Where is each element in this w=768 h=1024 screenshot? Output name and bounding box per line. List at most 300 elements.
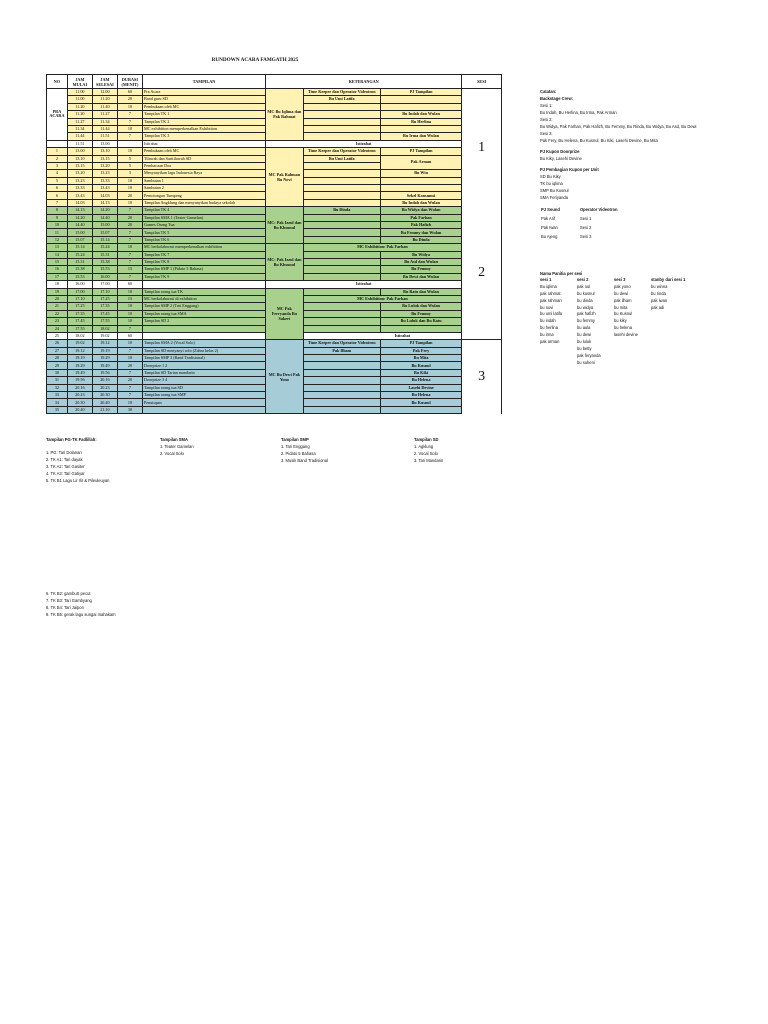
row-no: 26 bbox=[47, 340, 68, 347]
keterangan-left: Bu Umi Latifa bbox=[303, 96, 380, 103]
panitia-row bbox=[540, 284, 699, 291]
jam-mulai: 17.25 bbox=[67, 303, 92, 310]
jam-selesai: 19.29 bbox=[92, 355, 117, 362]
panitia-name: pak rahman bbox=[540, 297, 562, 303]
tampilan: Pembukaan oleh MC bbox=[142, 148, 265, 155]
tk-item: 5. TK B1 Lagu Lir Ilir & Pileuleuyan bbox=[46, 477, 110, 483]
jam-mulai: 15.07 bbox=[67, 236, 92, 243]
panitia-name bbox=[540, 360, 577, 367]
row-no: 13 bbox=[47, 244, 68, 251]
durasi: 7 bbox=[117, 111, 142, 118]
jam-mulai: 19.19 bbox=[67, 355, 92, 362]
row-no bbox=[47, 140, 68, 147]
durasi: 60 bbox=[117, 89, 142, 96]
row-no: 7 bbox=[47, 199, 68, 206]
keterangan-left bbox=[303, 325, 380, 332]
jam-mulai: 13.43 bbox=[67, 192, 92, 199]
tk-item: 2. TK A1: Tari dayak bbox=[46, 456, 83, 462]
panitia-row bbox=[540, 346, 699, 353]
jam-mulai: 20.30 bbox=[67, 399, 92, 406]
jam-mulai: 14.03 bbox=[67, 199, 92, 206]
sma-title: Tampilan SMA bbox=[160, 437, 188, 442]
table-row bbox=[47, 89, 502, 96]
durasi: 10 bbox=[117, 310, 142, 317]
keterangan-left bbox=[303, 133, 380, 140]
header-durasi: DURASI (MENIT) bbox=[117, 75, 142, 89]
tampilan: Pemotongan Tumpeng bbox=[142, 192, 265, 199]
keterangan-right bbox=[380, 185, 461, 192]
keterangan-right bbox=[380, 406, 461, 413]
keterangan-right: Lasehi Devine bbox=[380, 384, 461, 391]
tampilan: MC berkolaborasi di exhibition bbox=[142, 295, 265, 302]
durasi: 10 bbox=[117, 125, 142, 132]
row-no: 16 bbox=[47, 266, 68, 273]
durasi: 7 bbox=[117, 369, 142, 376]
jam-mulai: 15.38 bbox=[67, 266, 92, 273]
keterangan-left: Bu Dinda bbox=[303, 207, 380, 214]
keterangan-left bbox=[303, 118, 380, 125]
durasi: 7 bbox=[117, 273, 142, 280]
keterangan-left bbox=[303, 369, 380, 376]
panitia-name: pak adi bbox=[651, 304, 665, 310]
panitia-row bbox=[540, 339, 699, 346]
tampilan: Doorprize 1 2 bbox=[142, 362, 265, 369]
row-no: 11 bbox=[47, 229, 68, 236]
panitia-name: bu rinda bbox=[651, 290, 666, 296]
durasi: 7 bbox=[117, 118, 142, 125]
sd-item: 2. Vocal Solo bbox=[414, 450, 438, 456]
header-tampilan: TAMPILAN bbox=[142, 75, 265, 89]
row-no: 27 bbox=[47, 347, 68, 354]
panitia-title: Nama Panitia per sesi bbox=[540, 271, 583, 276]
header-no: NO bbox=[47, 75, 68, 89]
keterangan-left bbox=[303, 318, 380, 325]
jam-selesai: 20.30 bbox=[92, 392, 117, 399]
tampilan: Tampilan SMA 1 (Teater Gamelan) bbox=[142, 214, 265, 221]
panitia-name bbox=[614, 360, 651, 367]
jam-mulai: 15.00 bbox=[67, 229, 92, 236]
mc-host: MC: Pak Izzul dan Bu Khusnul bbox=[266, 244, 304, 281]
jam-mulai: 11.34 bbox=[67, 125, 92, 132]
panitia-name bbox=[651, 311, 699, 318]
jam-selesai: 11.20 bbox=[92, 96, 117, 103]
keterangan-left bbox=[303, 125, 380, 132]
mc-host: MC Pak Ferryanda Bu Sakeri bbox=[266, 288, 304, 340]
jam-mulai: 15.31 bbox=[67, 258, 92, 265]
durasi: 7 bbox=[117, 347, 142, 354]
jam-selesai: 11.40 bbox=[92, 103, 117, 110]
row-no: 33 bbox=[47, 392, 68, 399]
panitia-name bbox=[614, 353, 651, 360]
panitia-name bbox=[614, 339, 651, 346]
keterangan-right: Bu Luluk dan Wulan bbox=[380, 303, 461, 310]
panitia-name: bu novi bbox=[540, 304, 554, 310]
row-no: 21 bbox=[47, 303, 68, 310]
jam-mulai: 19.12 bbox=[67, 347, 92, 354]
sesi3-label: Sesi 3: bbox=[540, 131, 553, 136]
tampilan: Tilawah dan Saritilawah SD bbox=[142, 155, 265, 162]
tk-item: 9. TK B5: gerak lagu sungai mahakam bbox=[46, 611, 116, 617]
panitia-header: sesi 1 bbox=[540, 277, 552, 282]
keterangan-right: Bu Irma dan Wulan bbox=[380, 133, 461, 140]
table-row bbox=[47, 340, 502, 347]
durasi: 7 bbox=[117, 133, 142, 140]
tk-list-2 bbox=[46, 591, 116, 619]
panitia-name bbox=[614, 346, 651, 353]
panitia-row bbox=[540, 311, 699, 318]
sound-name: Pak Iwan bbox=[541, 225, 558, 230]
jam-selesai: 19.19 bbox=[92, 347, 117, 354]
keterangan-right: Bu Kusnul bbox=[380, 362, 461, 369]
keterangan-right: Bu Widya bbox=[380, 251, 461, 258]
keterangan-right: Pak Arman bbox=[380, 155, 461, 170]
mc-host: MC Bu Dewi Pak Yono bbox=[266, 340, 304, 414]
panitia-header: sesi 2 bbox=[577, 277, 589, 282]
keterangan-right: Bu Widya dan Wulan bbox=[380, 207, 461, 214]
header-jam-mulai: JAM MULAI bbox=[67, 75, 92, 89]
keterangan-right: Pak Farhan bbox=[380, 214, 461, 221]
panitia-name bbox=[651, 332, 699, 339]
durasi: 20 bbox=[117, 362, 142, 369]
panitia-name: bu dinda bbox=[577, 297, 593, 303]
jam-selesai: 13.23 bbox=[92, 170, 117, 177]
row-no: 34 bbox=[47, 399, 68, 406]
header-keterangan: KETERANGAN bbox=[266, 75, 462, 89]
tampilan: Tampilan orang tua SD bbox=[142, 384, 265, 391]
row-no: 8 bbox=[47, 207, 68, 214]
durasi: 10 bbox=[117, 355, 142, 362]
tampilan: Tampilan SD 2 bbox=[142, 318, 265, 325]
panitia-name bbox=[651, 353, 699, 360]
durasi: 5 bbox=[117, 155, 142, 162]
panitia-name: pak arman bbox=[540, 339, 560, 345]
tampilan: Tampilan TK 9 bbox=[142, 273, 265, 280]
sd-item: 3. Tari Mandarin bbox=[414, 457, 444, 463]
durasi: 10 bbox=[117, 177, 142, 184]
table-row bbox=[47, 288, 502, 295]
jam-selesai: 14.13 bbox=[92, 199, 117, 206]
tampilan: Tampilan SMA 2 (Vocal Solo) bbox=[142, 340, 265, 347]
row-no: 23 bbox=[47, 318, 68, 325]
pembagian-item: SMP Bu Kusnul bbox=[540, 188, 569, 193]
tampilan: Tampilan TK 3 bbox=[142, 133, 265, 140]
row-no: 29 bbox=[47, 362, 68, 369]
notes-panel bbox=[540, 88, 760, 241]
pembagian-item: SMA Feriyanda bbox=[540, 195, 568, 200]
keterangan-left bbox=[303, 362, 380, 369]
row-no: 3 bbox=[47, 162, 68, 169]
jam-mulai: 11.44 bbox=[67, 133, 92, 140]
tampilan: Band guru SD bbox=[142, 96, 265, 103]
tk-item: 6. TK B2: gambuS pecut bbox=[46, 591, 91, 596]
pembagian-item: SD Bu Kiky bbox=[540, 174, 561, 179]
jam-selesai: 15.24 bbox=[92, 244, 117, 251]
row-no: 17 bbox=[47, 273, 68, 280]
row-no: 22 bbox=[47, 310, 68, 317]
jam-mulai: 11.51 bbox=[67, 140, 92, 147]
jam-selesai: 20.40 bbox=[92, 399, 117, 406]
tampilan: Games Orang Tua bbox=[142, 222, 265, 229]
jam-mulai: 17.45 bbox=[67, 318, 92, 325]
keterangan-right: Bu Kiki bbox=[380, 369, 461, 376]
jam-mulai: 15.53 bbox=[67, 273, 92, 280]
smp-item: 2. Pidato 5 Bahasa bbox=[281, 450, 316, 456]
table-row bbox=[47, 281, 502, 288]
smp-item: 3. Musik Band Tradisional bbox=[281, 457, 328, 463]
keterangan-right bbox=[380, 325, 461, 332]
mc-host: MC Bu Iqlima dan Pak Rahmat bbox=[266, 89, 304, 141]
sd-list bbox=[414, 437, 443, 465]
jam-selesai: 13.33 bbox=[92, 177, 117, 184]
jam-selesai: 11.34 bbox=[92, 118, 117, 125]
table-row bbox=[47, 148, 502, 155]
keterangan-left bbox=[303, 192, 380, 199]
panitia-name: pak yono bbox=[614, 283, 631, 289]
sesi-number: 3 bbox=[462, 340, 502, 414]
jam-selesai: 14.03 bbox=[92, 192, 117, 199]
panitia-name: bu kusnul bbox=[577, 290, 595, 296]
jam-selesai: 19.12 bbox=[92, 340, 117, 347]
panitia-name: bu suheni bbox=[577, 359, 595, 365]
panitia-name: bu umi latifa bbox=[540, 311, 563, 317]
row-no: 18 bbox=[47, 281, 68, 288]
panitia-name: bu mita bbox=[614, 304, 628, 310]
table-row bbox=[47, 207, 502, 214]
jam-selesai: 15.07 bbox=[92, 229, 117, 236]
durasi: 10 bbox=[117, 148, 142, 155]
sd-title: Tampilan SD bbox=[414, 437, 439, 442]
tampilan: Tampilan TK 7 bbox=[142, 251, 265, 258]
notes-title: Catatan: bbox=[540, 89, 557, 94]
jam-selesai: 18.02 bbox=[92, 325, 117, 332]
keterangan-left bbox=[303, 214, 380, 221]
durasi: 7 bbox=[117, 207, 142, 214]
panitia-header: stanby dari sesi 1 bbox=[651, 277, 686, 282]
jam-mulai: 18.02 bbox=[67, 332, 92, 339]
panitia-name: pak rahmat bbox=[540, 290, 561, 296]
sesi-number: 2 bbox=[462, 207, 502, 340]
panitia-row bbox=[540, 305, 699, 312]
jam-selesai: 13.10 bbox=[92, 148, 117, 155]
row-no: 35 bbox=[47, 406, 68, 413]
mc-host: MC Pak Rahman Bu Novi bbox=[266, 148, 304, 207]
tampilan: Tampilan TK 8 bbox=[142, 258, 265, 265]
jam-mulai: 11.20 bbox=[67, 111, 92, 118]
tampilan: Tampilan orang tua TK bbox=[142, 288, 265, 295]
keterangan-right: PJ Tampilan bbox=[380, 89, 461, 96]
keterangan-right bbox=[380, 103, 461, 110]
break-label: Istirahat bbox=[303, 332, 501, 339]
keterangan-left bbox=[303, 251, 380, 258]
row-no: 9 bbox=[47, 214, 68, 221]
panitia-name: lasehi devine bbox=[614, 332, 638, 338]
tampilan: Penutupan bbox=[142, 399, 265, 406]
durasi: 7 bbox=[117, 236, 142, 243]
durasi: 3 bbox=[117, 170, 142, 177]
tampilan: Pembacaan Doa bbox=[142, 162, 265, 169]
keterangan-right: Bu Dinda bbox=[380, 236, 461, 243]
keterangan-left bbox=[303, 258, 380, 265]
jam-mulai: 13.10 bbox=[67, 155, 92, 162]
row-no: 6 bbox=[47, 192, 68, 199]
panitia-panel bbox=[540, 270, 699, 367]
jam-selesai: 19.56 bbox=[92, 369, 117, 376]
durasi: 10 bbox=[117, 318, 142, 325]
jam-selesai: 13.20 bbox=[92, 162, 117, 169]
jam-mulai: 13.23 bbox=[67, 177, 92, 184]
keterangan-right: Bu Herlina bbox=[380, 118, 461, 125]
keterangan-left bbox=[303, 162, 380, 169]
keterangan-right: Bu Mita bbox=[380, 355, 461, 362]
break-label: Istirahat bbox=[266, 140, 462, 147]
tampilan: Tampilan TK 4 bbox=[142, 207, 265, 214]
keterangan-right: Bu Win bbox=[380, 170, 461, 177]
keterangan-right: Bu Femmy bbox=[380, 266, 461, 273]
keterangan: MC Exhibition: Pak Farhan bbox=[303, 244, 462, 251]
panitia-name: bu dewi bbox=[614, 290, 629, 296]
row-no: 25 bbox=[47, 332, 68, 339]
jam-mulai: 20.40 bbox=[67, 406, 92, 413]
panitia-row bbox=[540, 325, 699, 332]
jam-selesai: 17.00 bbox=[92, 281, 117, 288]
panitia-name: pak hafizh bbox=[577, 311, 596, 317]
tampilan bbox=[142, 281, 265, 288]
jam-mulai: 14.13 bbox=[67, 207, 92, 214]
tk-item: 3. TK A2: Tari Gasiter bbox=[46, 463, 85, 469]
jam-mulai: 15.24 bbox=[67, 251, 92, 258]
tampilan: Tampilan SD menyanyi solo (Zahra kelas 2) bbox=[142, 347, 265, 354]
tampilan: Istirahat bbox=[142, 140, 265, 147]
jam-selesai: 20.16 bbox=[92, 377, 117, 384]
tk-item: 4. TK A3: Tari Gatiyar bbox=[46, 470, 85, 476]
durasi: 10 bbox=[117, 244, 142, 251]
durasi: 15 bbox=[117, 295, 142, 302]
panitia-name: bu kiky bbox=[614, 318, 627, 324]
keterangan-left bbox=[303, 310, 380, 317]
keterangan-left bbox=[303, 406, 380, 413]
keterangan-left: Time Keeper dan Operator Videotron bbox=[303, 340, 380, 347]
tampilan: Menyanyikan lagu Indonesia Raya bbox=[142, 170, 265, 177]
jam-selesai: 15.38 bbox=[92, 258, 117, 265]
jam-selesai: 20.23 bbox=[92, 384, 117, 391]
tk-item: 8. TK B4: Tari Jaipon bbox=[46, 604, 84, 610]
jam-mulai: 11.20 bbox=[67, 103, 92, 110]
sound-sesi: Sesi 2 bbox=[580, 225, 592, 230]
row-no: 31 bbox=[47, 377, 68, 384]
keterangan-right: Bu Kusnul bbox=[380, 399, 461, 406]
jam-mulai: 19.02 bbox=[67, 340, 92, 347]
panitia-name bbox=[651, 346, 699, 353]
keterangan-left bbox=[303, 236, 380, 243]
keterangan: MC Exhibition: Pak Farhan bbox=[303, 295, 462, 302]
panitia-name: bu herlina bbox=[540, 325, 558, 331]
durasi bbox=[117, 140, 142, 147]
keterangan-right: Bu Helena bbox=[380, 377, 461, 384]
panitia-row bbox=[540, 298, 699, 305]
durasi: 20 bbox=[117, 214, 142, 221]
sesi2-crew: Bu Widya, Pak Farhan, Pak Hafizh, Bu Femmy, Bu Rinda, Bu Widya, Bu Asd, Bu Dewi bbox=[540, 124, 697, 129]
keterangan-left bbox=[303, 111, 380, 118]
jam-selesai: 11.51 bbox=[92, 133, 117, 140]
jam-mulai: 13.00 bbox=[67, 148, 92, 155]
panitia-name: bu dewi bbox=[577, 332, 592, 338]
keterangan-right: Bu Indah dan Wulan bbox=[380, 199, 461, 206]
jam-mulai: 11.27 bbox=[67, 118, 92, 125]
keterangan-left bbox=[303, 199, 380, 206]
keterangan-left bbox=[303, 392, 380, 399]
keterangan-left: Time Keeper dan Operator Videotron bbox=[303, 89, 380, 96]
keterangan-right: Bu Femmy dan Wulan bbox=[380, 229, 461, 236]
row-no: 2 bbox=[47, 155, 68, 162]
jam-selesai: 17.25 bbox=[92, 295, 117, 302]
keterangan-right: Pak Fery bbox=[380, 347, 461, 354]
kupon-names: Bu Kiky, Lasehi Devine bbox=[540, 156, 582, 161]
row-no: 14 bbox=[47, 251, 68, 258]
durasi: 10 bbox=[117, 340, 142, 347]
jam-mulai: 19.29 bbox=[67, 362, 92, 369]
videotron-title: Operator Videotron bbox=[580, 207, 618, 212]
panitia-name: pak oul bbox=[577, 283, 591, 289]
keterangan-right: PJ Tampilan bbox=[380, 148, 461, 155]
panitia-name bbox=[651, 318, 699, 325]
tampilan: Tampilan orang tua SMP bbox=[142, 392, 265, 399]
jam-selesai: 12.00 bbox=[92, 89, 117, 96]
panitia-name: bu Kusnul bbox=[614, 311, 633, 317]
panitia-name: bu aula bbox=[577, 325, 591, 331]
panitia-name: bu femmy bbox=[577, 318, 595, 324]
durasi: 20 bbox=[117, 192, 142, 199]
panitia-name bbox=[651, 360, 699, 367]
jam-selesai: 17.45 bbox=[92, 310, 117, 317]
keterangan-right: Bu Indah dan Wulan bbox=[380, 111, 461, 118]
jam-mulai: 17.55 bbox=[67, 325, 92, 332]
tampilan: Tampilan SMP 2 (Tari Enggang) bbox=[142, 303, 265, 310]
row-no: 19 bbox=[47, 288, 68, 295]
tampilan bbox=[142, 406, 265, 413]
keterangan-left bbox=[303, 185, 380, 192]
sound-title: PJ Sound bbox=[541, 207, 560, 212]
durasi: 10 bbox=[117, 103, 142, 110]
sma-item: 2. Vocal Solo bbox=[160, 450, 184, 456]
sma-list bbox=[160, 437, 194, 458]
panitia-table bbox=[540, 277, 699, 367]
keterangan-left bbox=[303, 229, 380, 236]
jam-selesai: 13.15 bbox=[92, 155, 117, 162]
row-no: 10 bbox=[47, 222, 68, 229]
jam-selesai: 13.43 bbox=[92, 185, 117, 192]
sesi-number: 1 bbox=[462, 89, 502, 207]
smp-item: 1. Tari Enggang bbox=[281, 443, 310, 449]
row-no: 32 bbox=[47, 384, 68, 391]
jam-mulai: 16.00 bbox=[67, 281, 92, 288]
keterangan-right: Bu Asd dan Wulan bbox=[380, 258, 461, 265]
jam-mulai: 20.23 bbox=[67, 392, 92, 399]
jam-mulai: 20.16 bbox=[67, 384, 92, 391]
panitia-name bbox=[540, 353, 577, 360]
durasi: 10 bbox=[117, 185, 142, 192]
durasi: 20 bbox=[117, 377, 142, 384]
panitia-row bbox=[540, 360, 699, 367]
jam-mulai: 13.33 bbox=[67, 185, 92, 192]
tampilan: Doorprize 3 4 bbox=[142, 377, 265, 384]
durasi: 30 bbox=[117, 406, 142, 413]
panitia-row bbox=[540, 332, 699, 339]
durasi: 7 bbox=[117, 392, 142, 399]
keterangan-right: Bu Dewi dan Wulan bbox=[380, 273, 461, 280]
durasi: 5 bbox=[117, 162, 142, 169]
sesi2-label: Sesi 2: bbox=[540, 117, 553, 122]
jam-mulai: 11.00 bbox=[67, 96, 92, 103]
